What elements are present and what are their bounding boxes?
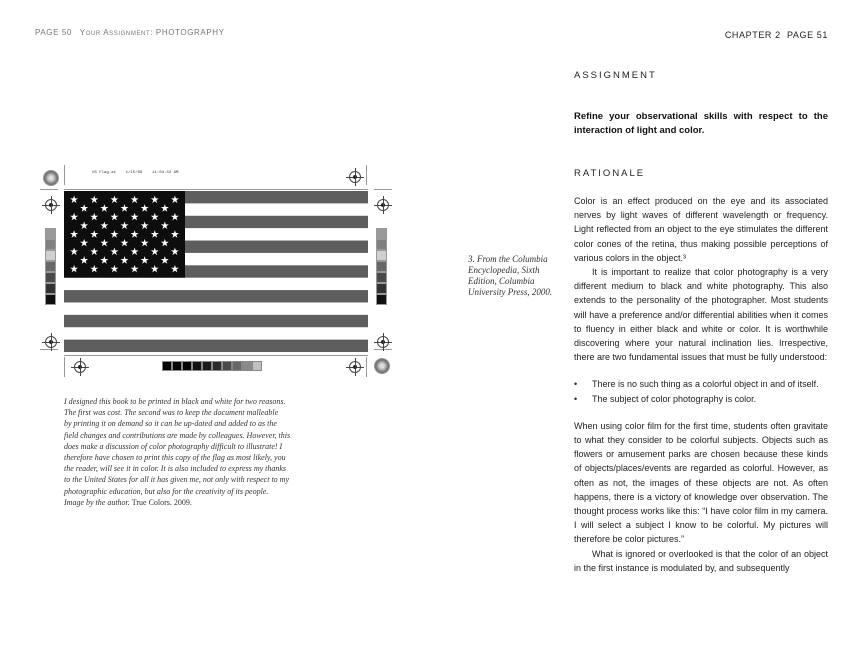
caption-line: The first was cost. The second was to keep the document malleable (64, 408, 279, 418)
file-slug: US Flag.ai 1/15/09 11:04:32 AM (92, 171, 179, 175)
credit-prefix: Image by the author. (64, 497, 130, 507)
caption-text (64, 396, 326, 497)
section-title: PHOTOGRAPHY (155, 28, 225, 37)
gray-swatch (376, 294, 387, 305)
registration-circle (43, 170, 59, 186)
frame-line (374, 189, 392, 190)
image-credit (64, 497, 326, 508)
flag-canton (64, 191, 185, 278)
gray-scale-strip (376, 228, 387, 305)
color-swatch (252, 361, 262, 371)
paragraph: What is ignored or overlooked is that the color of an object in the first instance is modulated by, and subsequently (574, 548, 828, 573)
flag-stripe (64, 302, 368, 315)
image-caption (64, 396, 326, 508)
rationale-body (574, 194, 828, 575)
flag-stripe (64, 327, 368, 340)
registration-mark-icon (74, 361, 86, 373)
caption-line: the reader, will see it in color. It is also included to express my thanks (64, 464, 287, 474)
frame-line (40, 189, 58, 190)
frame-line (40, 349, 58, 350)
paragraph: It is important to realize that color photography is a very different medium to black and white photography. This also extends to the personality of the photographer. Most students will have a preference and/or differential abilities when it comes to fluency in either black and white or color. It is worthwhile discovering where your natural inclination lies. Irrespective, there are two fundamental issues that must be fully understood: (574, 267, 828, 363)
caption-line: photographic education, but also for the creativity of its people. (64, 486, 269, 496)
caption-line: field changes and contributions are made by colleagues. However, this (64, 430, 291, 440)
gray-swatch (45, 283, 56, 294)
gray-swatch (376, 283, 387, 294)
left-running-head (35, 28, 225, 37)
gray-swatch (376, 250, 387, 261)
gray-swatch (45, 294, 56, 305)
gray-swatch (45, 250, 56, 261)
caption-line: does make a discussion of color photography difficult to illustrate! I (64, 441, 283, 451)
frame-line (64, 165, 65, 185)
gray-swatch (45, 228, 56, 239)
right-running-head (574, 28, 828, 42)
caption-line: by printing it on demand so it can be up-dated and added to as the (64, 419, 277, 429)
paragraph: Color is an effect produced on the eye and its associated nerves by light waves of different wavelength or frequency. Light reflected from an object to the eye stimulates the different color cones of the retina, thus making possible perceptions of various colors in the object.³ (574, 196, 828, 263)
color-swatch (202, 361, 212, 371)
gray-swatch (45, 239, 56, 250)
caption-line: to the United States for all it has given me, not only with respect to my (64, 475, 290, 485)
credit-year: 2009. (173, 497, 192, 507)
gray-swatch (376, 239, 387, 250)
gray-swatch (45, 261, 56, 272)
flag-stripe (64, 278, 368, 291)
frame-line (64, 355, 368, 356)
flag-stripe (64, 315, 368, 328)
registration-circle (374, 358, 390, 374)
bullet-item: • There is no such thing as a colorful object in and of itself. (574, 377, 828, 391)
color-swatch (192, 361, 202, 371)
gray-swatch (376, 261, 387, 272)
color-swatch (212, 361, 222, 371)
gray-swatch (376, 228, 387, 239)
us-flag-image (64, 191, 368, 352)
chapter-label: CHAPTER 2 (724, 30, 781, 40)
paragraph: When using color film for the first time, students often gravitate to what they consider to be colorful subjects. Objects such as flowers or amusement parks are chosen because these kinds of objects/places/events are regarded as colorful. However, as often as not, the images of these objects are not. As often happens, there is a victory of knowledge over observation. The thought process works like this: “I have color film in my camera. I will select a subject I know to be colorful. My pictures will therefore be color pictures.” (574, 420, 828, 545)
flag-stripe (64, 340, 368, 352)
registration-mark-icon (377, 199, 389, 211)
flag-stripe (64, 290, 368, 303)
left-page-number: PAGE 50 (35, 28, 72, 37)
color-swatch (162, 361, 172, 371)
assignment-text: Refine your observational skills with respect to the interaction of light and color. (574, 111, 828, 136)
rationale-heading: RATIONALE (574, 168, 646, 179)
frame-line (366, 165, 367, 185)
color-swatch (242, 361, 252, 371)
caption-line: I designed this book to be printed in black and white for two reasons. (64, 397, 286, 406)
color-bar (162, 361, 262, 371)
gray-swatch (45, 272, 56, 283)
assignment-heading: ASSIGNMENT (574, 70, 657, 81)
frame-line (366, 357, 367, 377)
color-swatch (222, 361, 232, 371)
frame-line (64, 189, 368, 190)
section-prefix: Your Assignment: (79, 28, 154, 37)
color-swatch (172, 361, 182, 371)
flag-figure (40, 165, 392, 377)
caption-line: therefore have chosen to print this copy of the flag as most likely, you (64, 453, 286, 463)
credit-title: True Colors. (131, 497, 172, 507)
frame-line (64, 357, 65, 377)
registration-mark-icon (377, 336, 389, 348)
bullet-item: • The subject of color photography is color. (574, 392, 828, 406)
registration-mark-icon (349, 171, 361, 183)
registration-mark-icon (45, 199, 57, 211)
footnote-sidenote: 3. From the Columbia Encyclopedia, Sixth Edition, Columbia University Press, 2000. (468, 254, 553, 297)
right-page-number: PAGE 51 (786, 30, 828, 40)
registration-mark-icon (349, 361, 361, 373)
color-swatch (232, 361, 242, 371)
gray-scale-strip (45, 228, 56, 305)
color-swatch (182, 361, 192, 371)
bullet-list (574, 377, 828, 405)
gray-swatch (376, 272, 387, 283)
registration-mark-icon (45, 336, 57, 348)
